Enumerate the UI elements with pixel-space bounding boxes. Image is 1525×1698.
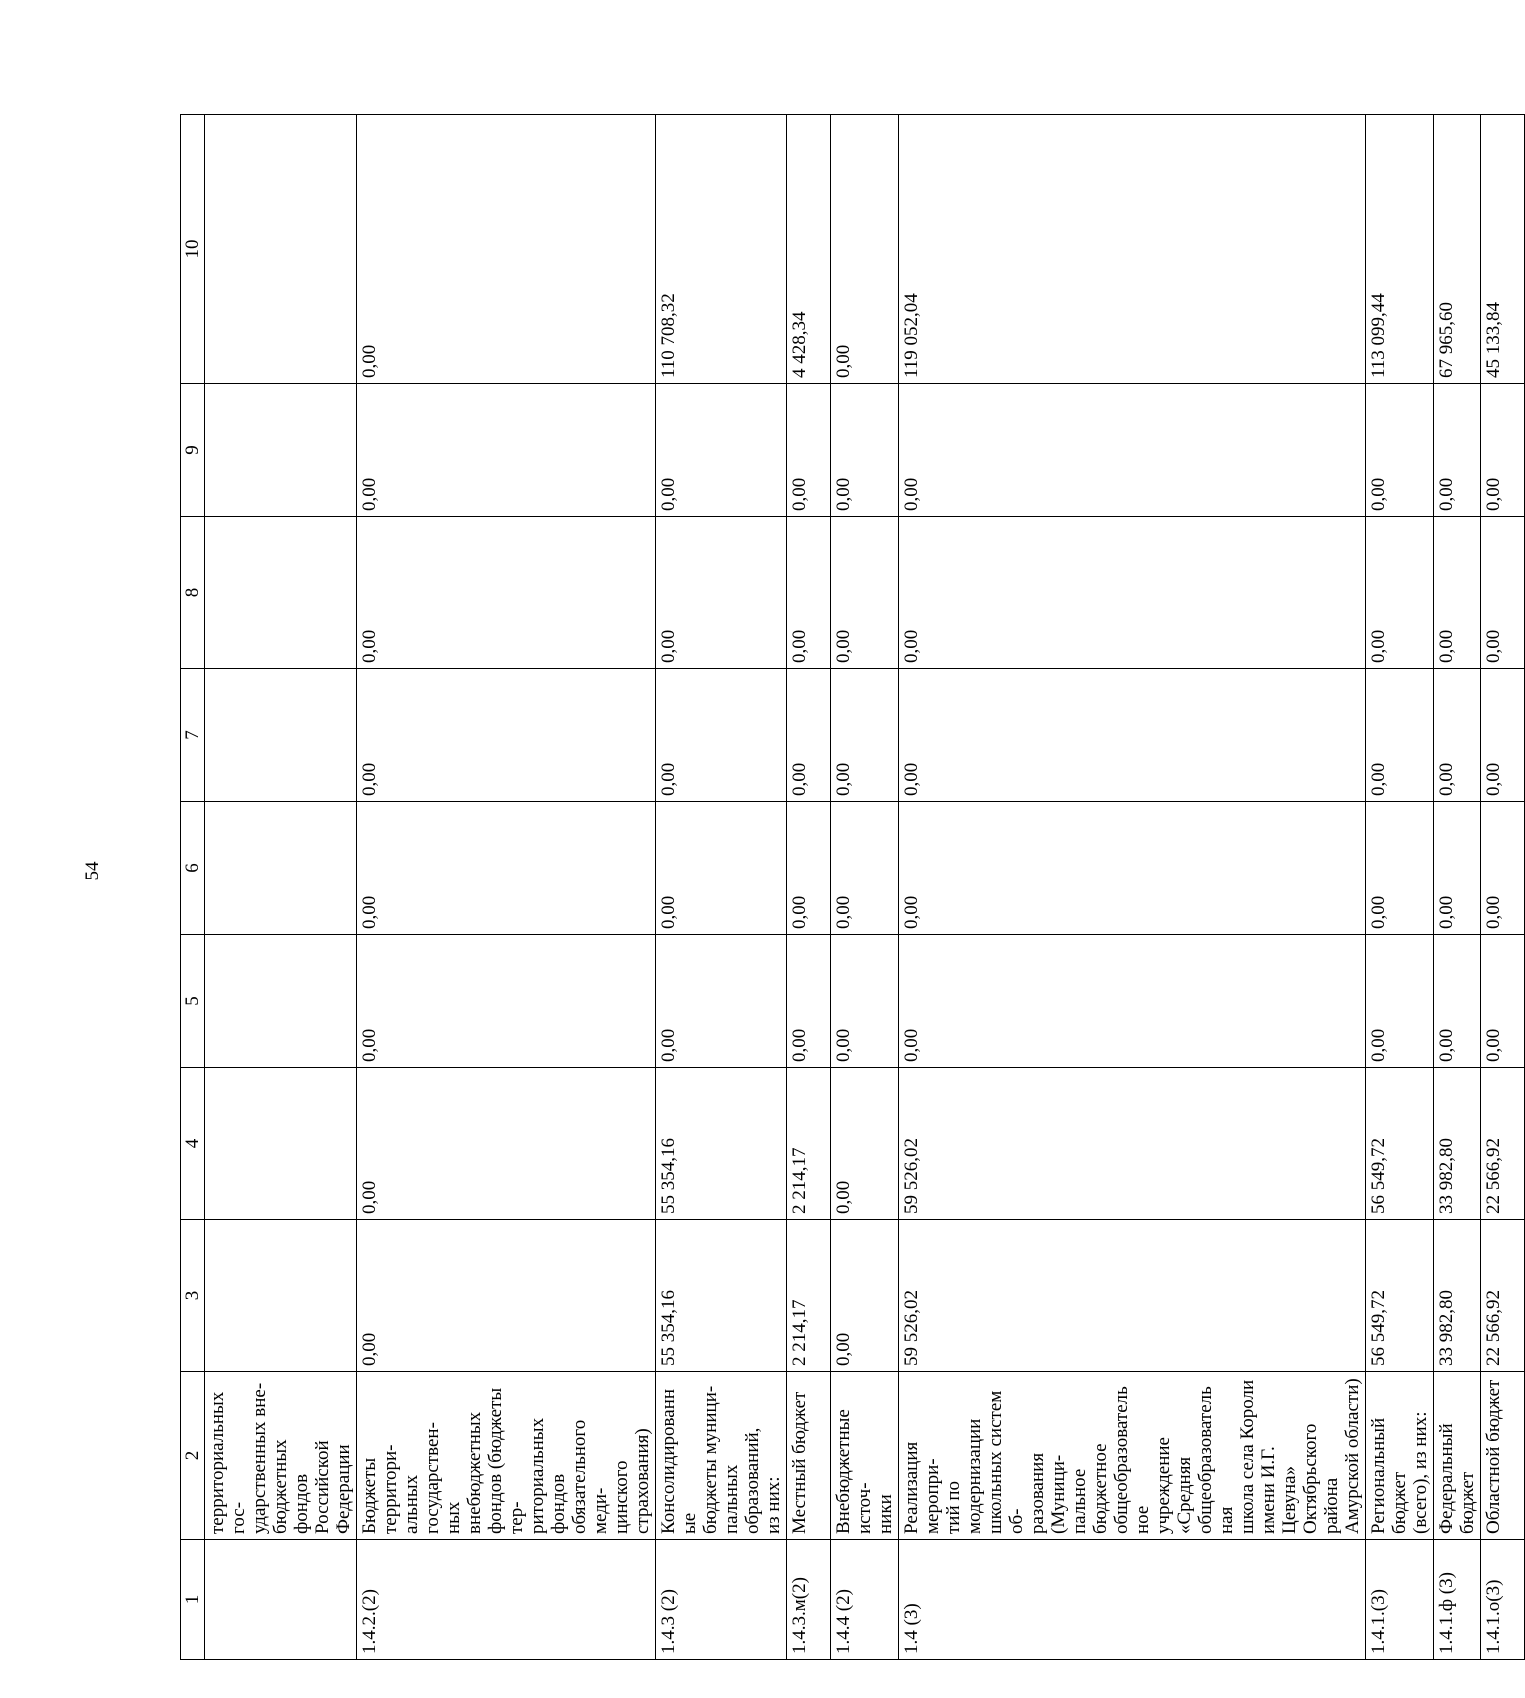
value-cell: 0,00: [831, 1068, 899, 1220]
page-number: 54: [82, 861, 103, 881]
value-cell: 110 708,32: [656, 115, 787, 384]
value-cell: 119 052,04: [899, 115, 1366, 384]
row-code-cell: 1.4.2.(2): [357, 1540, 656, 1660]
value-cell: 0,00: [656, 384, 787, 517]
row-name-cell: Федеральный бюджет: [1434, 1372, 1481, 1540]
row-name-cell: Консолидированные бюджеты муници- пальных образований, из них:: [656, 1372, 787, 1540]
row-name-cell: Реализация меропри- тий по модернизации школьных систем об- разования (Муници- пальное бюджетное общеобразовательное учреждение «Средняя общеобразовательная школа села Короли имени И.Г. Цевуна» Октябрьского района Амурской области): [899, 1372, 1366, 1540]
value-cell: 0,00: [899, 517, 1366, 669]
row-code-cell: 1.4.3.м(2): [787, 1540, 831, 1660]
value-cell: 59 526,02: [899, 1068, 1366, 1220]
row-name-cell: территориальных гос- ударственных вне- бюджетных фондов Российской Федерации: [205, 1372, 357, 1540]
value-cell: 0,00: [899, 935, 1366, 1068]
row-name-cell: Местный бюджет: [787, 1372, 831, 1540]
value-cell: 55 354,16: [656, 1220, 787, 1372]
value-cell: 0,00: [899, 384, 1366, 517]
value-cell: 0,00: [1481, 669, 1525, 802]
value-cell: 0,00: [831, 384, 899, 517]
table-row: [1481, 115, 1525, 1660]
value-cell: [205, 935, 357, 1068]
column-header: 7: [181, 669, 205, 802]
value-cell: 0,00: [357, 669, 656, 802]
value-cell: 0,00: [899, 669, 1366, 802]
column-header: 1: [181, 1540, 205, 1660]
column-header: 2: [181, 1372, 205, 1540]
value-cell: 56 549,72: [1366, 1068, 1434, 1220]
value-cell: 0,00: [1481, 384, 1525, 517]
column-header: 8: [181, 517, 205, 669]
value-cell: 0,00: [1366, 669, 1434, 802]
value-cell: 0,00: [1481, 517, 1525, 669]
value-cell: 0,00: [357, 935, 656, 1068]
value-cell: 0,00: [656, 802, 787, 935]
value-cell: 33 982,80: [1434, 1220, 1481, 1372]
value-cell: 0,00: [1481, 935, 1525, 1068]
value-cell: 0,00: [831, 517, 899, 669]
value-cell: 0,00: [357, 115, 656, 384]
row-code-cell: 1.4.3 (2): [656, 1540, 787, 1660]
value-cell: [205, 1220, 357, 1372]
value-cell: 4 428,34: [787, 115, 831, 384]
row-code-cell: 1.4.1.(3): [1366, 1540, 1434, 1660]
value-cell: 0,00: [787, 669, 831, 802]
value-cell: [205, 669, 357, 802]
value-cell: 2 214,17: [787, 1220, 831, 1372]
value-cell: 0,00: [1434, 384, 1481, 517]
value-cell: 0,00: [357, 1068, 656, 1220]
value-cell: 0,00: [1434, 517, 1481, 669]
table-row: [787, 115, 831, 1660]
table-header-row: [181, 115, 205, 1660]
row-code-cell: 1.4.4 (2): [831, 1540, 899, 1660]
value-cell: 0,00: [1366, 384, 1434, 517]
table-row: [1366, 115, 1434, 1660]
table-container: [180, 115, 1504, 1660]
table-row: [831, 115, 899, 1660]
value-cell: [205, 802, 357, 935]
value-cell: 0,00: [1366, 935, 1434, 1068]
budget-table: [180, 114, 1525, 1660]
row-name-cell: Областной бюджет: [1481, 1372, 1525, 1540]
value-cell: [205, 384, 357, 517]
column-header: 4: [181, 1068, 205, 1220]
value-cell: [205, 517, 357, 669]
value-cell: 0,00: [787, 935, 831, 1068]
value-cell: 0,00: [1434, 669, 1481, 802]
value-cell: 113 099,44: [1366, 115, 1434, 384]
value-cell: 0,00: [831, 935, 899, 1068]
value-cell: 0,00: [656, 517, 787, 669]
value-cell: 67 965,60: [1434, 115, 1481, 384]
value-cell: 0,00: [357, 1220, 656, 1372]
value-cell: 0,00: [357, 384, 656, 517]
value-cell: 22 566,92: [1481, 1220, 1525, 1372]
value-cell: 0,00: [357, 517, 656, 669]
row-name-cell: Региональный бюджет (всего), из них:: [1366, 1372, 1434, 1540]
value-cell: 0,00: [1366, 802, 1434, 935]
row-name-cell: Бюджеты территори- альных государствен- ных внебюджетных фондов (бюджеты тер- риториальных фондов обязательного меди- цинского страхования): [357, 1372, 656, 1540]
value-cell: 0,00: [787, 517, 831, 669]
value-cell: 0,00: [656, 935, 787, 1068]
value-cell: 0,00: [831, 669, 899, 802]
row-name-cell: Внебюджетные источ- ники: [831, 1372, 899, 1540]
value-cell: 0,00: [787, 384, 831, 517]
table-row: [656, 115, 787, 1660]
value-cell: 0,00: [1481, 802, 1525, 935]
value-cell: 33 982,80: [1434, 1068, 1481, 1220]
row-code-cell: 1.4 (3): [899, 1540, 1366, 1660]
table-body: [205, 115, 1525, 1660]
value-cell: 0,00: [1434, 935, 1481, 1068]
row-code-cell: 1.4.1.о(3): [1481, 1540, 1525, 1660]
value-cell: 2 214,17: [787, 1068, 831, 1220]
value-cell: 0,00: [1434, 802, 1481, 935]
value-cell: 55 354,16: [656, 1068, 787, 1220]
column-header: 10: [181, 115, 205, 384]
value-cell: 56 549,72: [1366, 1220, 1434, 1372]
value-cell: [205, 1068, 357, 1220]
value-cell: 0,00: [899, 802, 1366, 935]
value-cell: 59 526,02: [899, 1220, 1366, 1372]
value-cell: 0,00: [656, 669, 787, 802]
value-cell: 22 566,92: [1481, 1068, 1525, 1220]
value-cell: 0,00: [831, 115, 899, 384]
table-row: [899, 115, 1366, 1660]
column-header: 6: [181, 802, 205, 935]
value-cell: 0,00: [1366, 517, 1434, 669]
row-code-cell: 1.4.1.ф (3): [1434, 1540, 1481, 1660]
column-header: 9: [181, 384, 205, 517]
table-row: [205, 115, 357, 1660]
row-code-cell: [205, 1540, 357, 1660]
value-cell: 0,00: [831, 1220, 899, 1372]
value-cell: [205, 115, 357, 384]
column-header: 3: [181, 1220, 205, 1372]
table-row: [357, 115, 656, 1660]
column-header: 5: [181, 935, 205, 1068]
table-row: [1434, 115, 1481, 1660]
value-cell: 0,00: [831, 802, 899, 935]
value-cell: 0,00: [357, 802, 656, 935]
value-cell: 45 133,84: [1481, 115, 1525, 384]
value-cell: 0,00: [787, 802, 831, 935]
